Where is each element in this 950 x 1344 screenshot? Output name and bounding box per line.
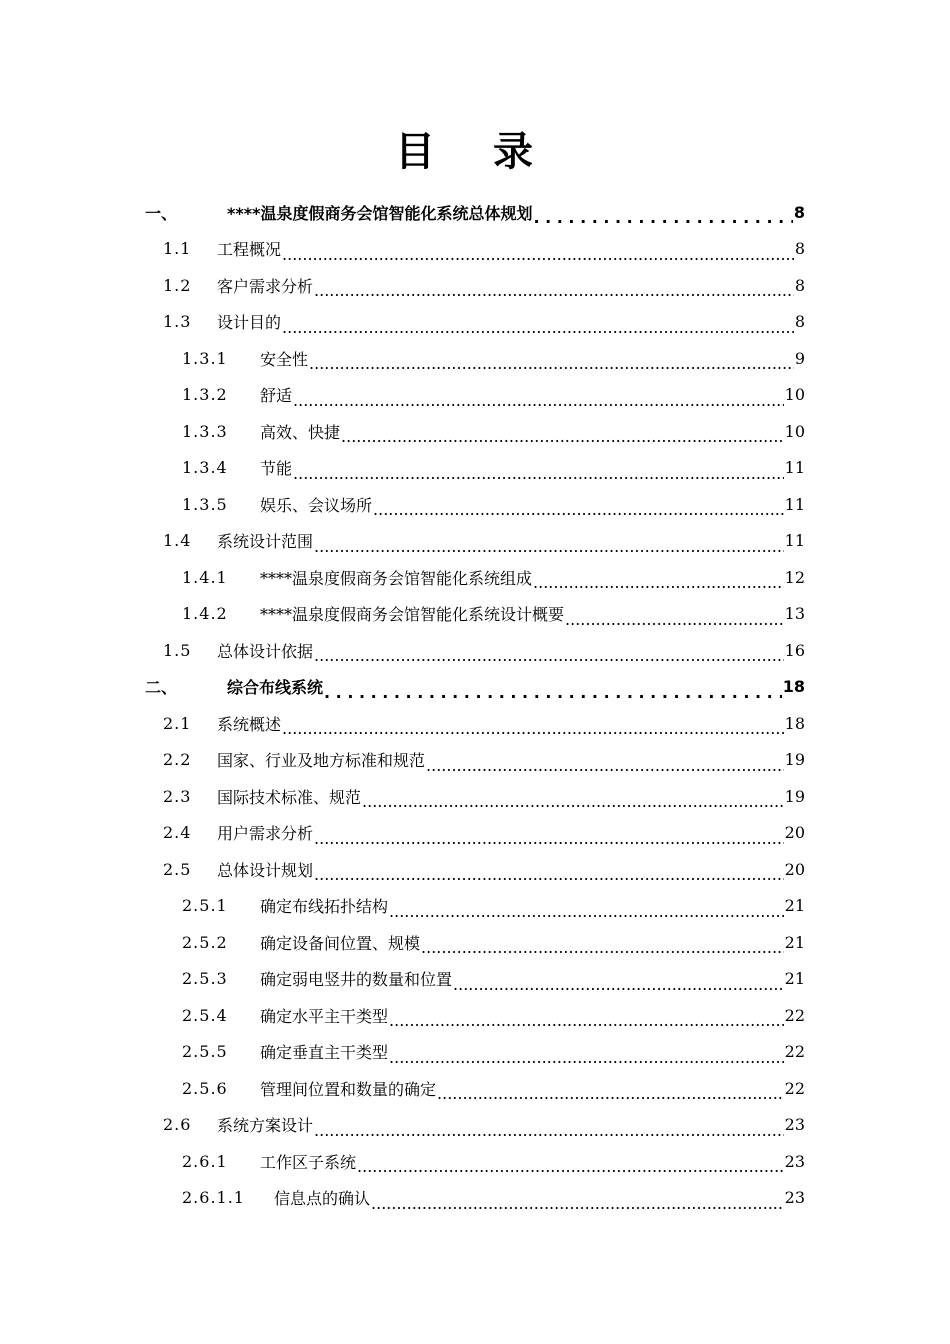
- toc-entry-title: ****温泉度假商务会馆智能化系统设计概要: [260, 605, 565, 624]
- toc-entry-title: 国家、行业及地方标准和规范: [217, 751, 426, 770]
- toc-entry[interactable]: [182, 1143, 805, 1179]
- toc-entry[interactable]: [182, 1180, 805, 1216]
- toc-entry-page: 12: [784, 567, 805, 587]
- toc-entry-title: 确定水平主干类型: [260, 1006, 389, 1026]
- toc-entry-title: 系统概述: [217, 714, 282, 734]
- toc-entry-title: 节能: [260, 459, 293, 478]
- toc-entry[interactable]: [182, 924, 805, 960]
- toc-entry-page: 8: [794, 275, 805, 295]
- toc-entry[interactable]: [163, 231, 805, 267]
- toc-entry-page: 11: [784, 531, 805, 550]
- toc-entry[interactable]: [182, 486, 805, 522]
- page-title: 目 录: [395, 129, 555, 175]
- toc-entry-number: 1.3.4: [182, 458, 228, 477]
- toc-leader-dots: [389, 1046, 784, 1070]
- toc-entry-title: 国际技术标准、规范: [217, 787, 362, 807]
- toc-entry-page: 9: [794, 348, 805, 368]
- toc-leader-dots: [282, 243, 794, 267]
- toc-entry[interactable]: [182, 997, 805, 1033]
- toc-entry-number: 2.5.5: [182, 1042, 228, 1061]
- toc-leader-dots: [293, 462, 784, 486]
- toc-leader-dots: [357, 1155, 784, 1179]
- toc-entry-number: 1.3.5: [182, 494, 228, 514]
- toc-entry-title: 用户需求分析: [217, 824, 314, 843]
- toc-entry[interactable]: [145, 194, 805, 230]
- toc-entry[interactable]: [182, 1034, 805, 1070]
- toc-entry-title: 确定布线拓扑结构: [260, 897, 389, 916]
- toc-entry-number: 1.3: [163, 312, 192, 331]
- toc-entry-page: 21: [784, 969, 805, 988]
- toc-leader-dots: [426, 754, 784, 778]
- toc-entry-title: 安全性: [260, 349, 309, 369]
- toc-entry[interactable]: [145, 669, 805, 705]
- toc-entry-number: 2.5.3: [182, 969, 228, 988]
- toc-entry-number: 1.5: [163, 640, 192, 660]
- toc-entry-page: 10: [784, 421, 805, 441]
- toc-leader-dots: [324, 681, 782, 705]
- toc-entry-title: 设计目的: [217, 313, 282, 332]
- toc-entry-number: 1.4.2: [182, 604, 228, 623]
- toc-entry-number: 2.6: [163, 1115, 192, 1134]
- toc-leader-dots: [533, 571, 784, 595]
- toc-entry-number: 2.5.1: [182, 896, 228, 915]
- toc-leader-dots: [373, 498, 784, 522]
- toc-entry-page: 13: [784, 604, 805, 623]
- toc-entry-page: 8: [794, 312, 805, 331]
- toc-entry[interactable]: [163, 1107, 805, 1143]
- toc-entry-number: 1.3.3: [182, 421, 228, 441]
- toc-entry-number: 2.3: [163, 786, 192, 806]
- toc-leader-dots: [314, 279, 794, 303]
- toc-entry[interactable]: [182, 1070, 805, 1106]
- toc-entry-page: 23: [784, 1115, 805, 1134]
- toc-entry-number: 2.5.2: [182, 932, 228, 952]
- toc-entry-number: 2.5.6: [182, 1078, 228, 1098]
- toc-entry-page: 11: [784, 494, 805, 514]
- toc-entry[interactable]: [163, 742, 805, 778]
- toc-entry[interactable]: [182, 888, 805, 924]
- toc-entry-page: 11: [784, 458, 805, 477]
- toc-entry[interactable]: [163, 778, 805, 814]
- toc-entry-number: 1.2: [163, 275, 192, 295]
- toc-entry-page: 18: [784, 713, 805, 733]
- toc-entry-page: 20: [784, 823, 805, 842]
- toc-entry-title: 高效、快捷: [260, 422, 341, 442]
- toc-entry[interactable]: [182, 961, 805, 997]
- toc-entry[interactable]: [182, 413, 805, 449]
- toc-entry[interactable]: [163, 632, 805, 668]
- toc-entry[interactable]: [182, 450, 805, 486]
- toc-entry-title: 确定设备间位置、规模: [260, 933, 421, 953]
- toc-entry-number: 2.5: [163, 859, 192, 879]
- toc-entry-page: 8: [794, 239, 805, 258]
- toc-leader-dots: [341, 425, 784, 449]
- toc-leader-dots: [533, 206, 792, 230]
- toc-entry-title: 确定弱电竖井的数量和位置: [260, 970, 453, 989]
- toc-leader-dots: [314, 1119, 784, 1143]
- toc-leader-dots: [314, 827, 784, 851]
- toc-leader-dots: [389, 900, 784, 924]
- toc-entry-number: 一、: [145, 203, 178, 223]
- toc-entry-title: 管理间位置和数量的确定: [260, 1079, 437, 1099]
- toc-leader-dots: [314, 644, 784, 668]
- toc-entry-number: 1.3.1: [182, 348, 228, 368]
- toc-entry-title: ****温泉度假商务会馆智能化系统总体规划: [227, 203, 533, 223]
- toc-entry[interactable]: [163, 815, 805, 851]
- toc-entry-title: 娱乐、会议场所: [260, 495, 373, 515]
- toc-entry-page: 22: [784, 1005, 805, 1025]
- toc-entry[interactable]: [163, 304, 805, 340]
- toc-entry-page: 16: [784, 640, 805, 660]
- toc-entry[interactable]: [163, 851, 805, 887]
- toc-entry-page: 21: [784, 896, 805, 915]
- toc-entry-title: 确定垂直主干类型: [260, 1043, 389, 1062]
- toc-entry-number: 2.4: [163, 823, 192, 842]
- toc-entry-page: 10: [784, 385, 805, 404]
- toc-entry-title: 工作区子系统: [260, 1152, 357, 1172]
- toc-entry-title: ****温泉度假商务会馆智能化系统组成: [260, 568, 533, 588]
- toc-entry[interactable]: [182, 596, 805, 632]
- toc-leader-dots: [421, 936, 784, 960]
- toc-entry-number: 1.1: [163, 239, 192, 258]
- toc-entry-page: 23: [784, 1188, 805, 1207]
- toc-entry-page: 21: [784, 932, 805, 952]
- toc-entry-title: 总体设计依据: [217, 641, 314, 661]
- toc-entry-page: 8: [793, 202, 805, 222]
- toc-entry-title: 总体设计规划: [217, 860, 314, 880]
- toc-entry-number: 2.5.4: [182, 1005, 228, 1025]
- toc-leader-dots: [309, 352, 794, 376]
- toc-entry-page: 18: [782, 677, 805, 696]
- toc-entry-title: 系统设计范围: [217, 532, 314, 551]
- toc-entry-page: 19: [784, 786, 805, 806]
- toc-leader-dots: [453, 973, 784, 997]
- toc-leader-dots: [389, 1009, 784, 1033]
- toc-entry-number: 2.2: [163, 750, 192, 769]
- toc-entry-title: 综合布线系统: [227, 678, 324, 697]
- toc-entry-title: 系统方案设计: [217, 1116, 314, 1135]
- toc-entry-number: 1.3.2: [182, 385, 228, 404]
- toc-leader-dots: [282, 717, 784, 741]
- toc-entry[interactable]: [182, 559, 805, 595]
- toc-entry-number: 1.4: [163, 531, 192, 550]
- toc-entry[interactable]: [182, 340, 805, 376]
- toc-leader-dots: [282, 316, 794, 340]
- toc-entry-page: 19: [784, 750, 805, 769]
- toc-entry-page: 20: [784, 859, 805, 879]
- toc-leader-dots: [437, 1082, 784, 1106]
- toc-entry-number: 1.4.1: [182, 567, 228, 587]
- toc-leader-dots: [371, 1192, 784, 1216]
- toc-entry-title: 舒适: [260, 386, 293, 405]
- toc-entry-page: 23: [784, 1151, 805, 1171]
- toc-entry-page: 22: [784, 1078, 805, 1098]
- toc-entry[interactable]: [163, 267, 805, 303]
- toc-entry[interactable]: [182, 377, 805, 413]
- toc-entry-number: 2.6.1.1: [182, 1188, 245, 1207]
- toc-entry-title: 信息点的确认: [274, 1189, 371, 1208]
- toc-leader-dots: [565, 608, 784, 632]
- toc-leader-dots: [314, 863, 784, 887]
- toc-entry[interactable]: [163, 705, 805, 741]
- toc-entry-number: 2.6.1: [182, 1151, 228, 1171]
- toc-entry-number: 2.1: [163, 713, 192, 733]
- toc-entry-page: 22: [784, 1042, 805, 1061]
- toc-leader-dots: [314, 535, 784, 559]
- toc-entry-number: 二、: [145, 678, 178, 697]
- toc-leader-dots: [362, 790, 784, 814]
- toc-entry-title: 工程概况: [217, 240, 282, 259]
- toc-leader-dots: [293, 389, 784, 413]
- toc-entry[interactable]: [163, 523, 805, 559]
- toc-entry-title: 客户需求分析: [217, 276, 314, 296]
